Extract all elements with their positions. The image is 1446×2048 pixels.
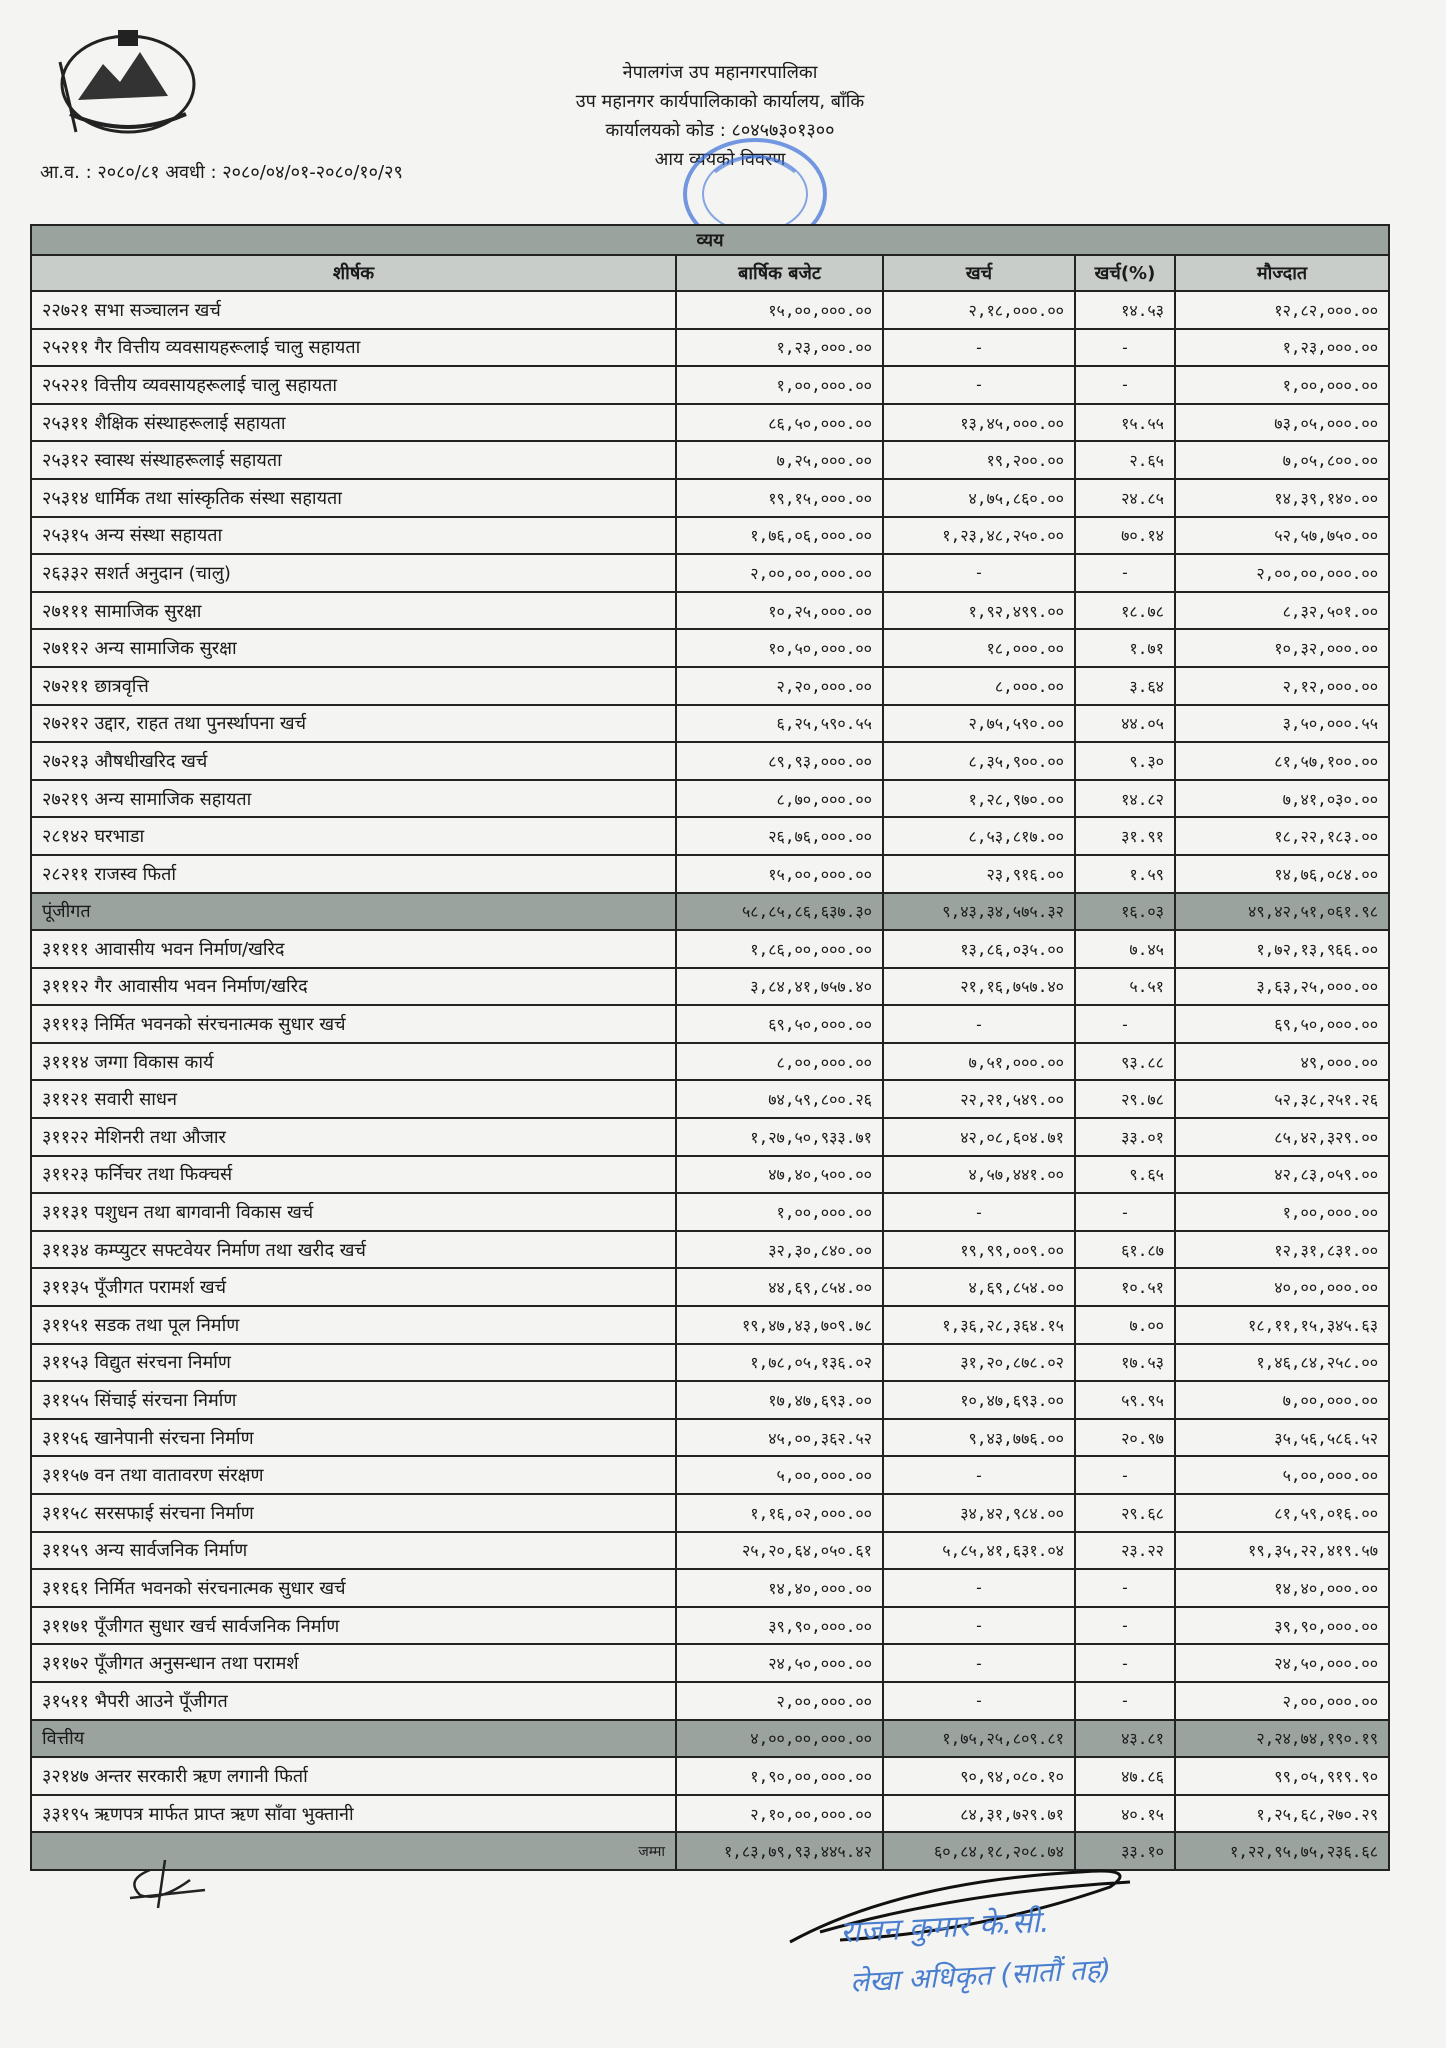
row-expense: - xyxy=(883,554,1075,592)
row-percent: १४.५३ xyxy=(1075,291,1175,329)
row-percent: - xyxy=(1075,366,1175,404)
table-row xyxy=(31,1532,1389,1570)
row-expense: १,२८,९७०.०० xyxy=(883,780,1075,818)
total-row xyxy=(31,1832,1389,1870)
row-title: ३१११४ जग्गा विकास कार्य xyxy=(31,1043,676,1081)
row-expense: १९,२००.०० xyxy=(883,441,1075,479)
row-budget: १९,४७,४३,७०९.७८ xyxy=(676,1306,883,1344)
column-header-title: शीर्षक xyxy=(31,255,676,291)
row-budget: ४४,६९,८५४.०० xyxy=(676,1268,883,1306)
row-expense: १३,४५,०००.०० xyxy=(883,404,1075,442)
table-row xyxy=(31,667,1389,705)
row-balance: ४९,०००.०० xyxy=(1175,1043,1389,1081)
row-title: ३११३४ कम्प्युटर सफ्टवेयर निर्माण तथा खरीद खर्च xyxy=(31,1231,676,1269)
row-budget: १,८३,७९,९३,४४५.४२ xyxy=(676,1832,883,1870)
row-percent: - xyxy=(1075,1456,1175,1494)
row-expense: १३,८६,०३५.०० xyxy=(883,930,1075,968)
row-budget: ४,००,००,०००.०० xyxy=(676,1720,883,1758)
row-title: ३११५३ विद्युत संरचना निर्माण xyxy=(31,1344,676,1382)
fiscal-period: आ.व. : २०८०/८१ अवधी : २०८०/०४/०१-२०८०/१०/२९ xyxy=(40,162,403,183)
row-title: ३११५७ वन तथा वातावरण संरक्षण xyxy=(31,1456,676,1494)
group-row xyxy=(31,893,1389,931)
office-subtitle: उप महानगर कार्यपालिकाको कार्यालय, बाँकि xyxy=(575,91,865,112)
row-expense: १९,९९,००९.०० xyxy=(883,1231,1075,1269)
row-percent: ७०.१४ xyxy=(1075,517,1175,555)
row-expense: ९,४३,३४,५७५.३२ xyxy=(883,893,1075,931)
row-budget: १७,४७,६९३.०० xyxy=(676,1381,883,1419)
expenditure-table xyxy=(30,224,1390,1871)
row-balance: १२,८२,०००.०० xyxy=(1175,291,1389,329)
row-expense: ६०,८४,१८,२०८.७४ xyxy=(883,1832,1075,1870)
row-budget: ७४,५९,८००.२६ xyxy=(676,1080,883,1118)
table-row xyxy=(31,1419,1389,1457)
table-row xyxy=(31,592,1389,630)
row-budget: ७,२५,०००.०० xyxy=(676,441,883,479)
row-balance: १८,२२,१८३.०० xyxy=(1175,817,1389,855)
row-percent: ४७.८६ xyxy=(1075,1757,1175,1795)
row-budget: ५८,८५,८६,६३७.३० xyxy=(676,893,883,931)
row-title: २५३१५ अन्य संस्था सहायता xyxy=(31,517,676,555)
row-title: ३३१९५ ऋणपत्र मार्फत प्राप्त ऋण साँवा भुक्तानी xyxy=(31,1795,676,1833)
row-balance: १,००,०००.०० xyxy=(1175,366,1389,404)
row-balance: १,७२,१३,९६६.०० xyxy=(1175,930,1389,968)
table-row xyxy=(31,1118,1389,1156)
row-expense: २,१८,०००.०० xyxy=(883,291,1075,329)
row-balance: १०,३२,०००.०० xyxy=(1175,629,1389,667)
row-percent: १४.८२ xyxy=(1075,780,1175,818)
row-title: २८१४२ घरभाडा xyxy=(31,817,676,855)
row-title: २२७२१ सभा सञ्चालन खर्च xyxy=(31,291,676,329)
table-row xyxy=(31,1193,1389,1231)
row-expense: ४२,०८,६०४.७१ xyxy=(883,1118,1075,1156)
table-row xyxy=(31,1080,1389,1118)
row-balance: २४,५०,०००.०० xyxy=(1175,1644,1389,1682)
row-balance: ३९,९०,०००.०० xyxy=(1175,1607,1389,1645)
office-code: कार्यालयको कोड : ८०४५७३०१३०० xyxy=(605,120,835,141)
nepal-emblem-logo xyxy=(48,22,208,142)
row-expense: ८,०००.०० xyxy=(883,667,1075,705)
table-row xyxy=(31,554,1389,592)
row-title: वित्तीय xyxy=(31,1720,676,1758)
row-expense: ५,८५,४१,६३१.०४ xyxy=(883,1532,1075,1570)
row-percent: २४.८५ xyxy=(1075,479,1175,517)
column-header-expense: खर्च xyxy=(883,255,1075,291)
row-balance: १४,४०,०००.०० xyxy=(1175,1569,1389,1607)
row-balance: ७३,०५,०००.०० xyxy=(1175,404,1389,442)
row-budget: १५,००,०००.०० xyxy=(676,855,883,893)
row-balance: ७,४१,०३०.०० xyxy=(1175,780,1389,818)
row-expense: १०,४७,६९३.०० xyxy=(883,1381,1075,1419)
row-budget: १,७८,०५,१३६.०२ xyxy=(676,1344,883,1382)
row-expense: ९,४३,७७६.०० xyxy=(883,1419,1075,1457)
row-balance: १८,११,१५,३४५.६३ xyxy=(1175,1306,1389,1344)
table-row xyxy=(31,1231,1389,1269)
row-percent: ३.६४ xyxy=(1075,667,1175,705)
row-percent: ३१.९१ xyxy=(1075,817,1175,855)
table-row xyxy=(31,517,1389,555)
office-name: नेपालगंज उप महानगरपालिका xyxy=(622,62,818,83)
row-expense: १,३६,२८,३६४.१५ xyxy=(883,1306,1075,1344)
table-row xyxy=(31,705,1389,743)
row-expense: - xyxy=(883,366,1075,404)
row-balance: ७,००,०००.०० xyxy=(1175,1381,1389,1419)
table-row xyxy=(31,1268,1389,1306)
row-percent: - xyxy=(1075,554,1175,592)
row-balance: १,२२,९५,७५,२३६.६८ xyxy=(1175,1832,1389,1870)
row-title: ३११३१ पशुधन तथा बागवानी विकास खर्च xyxy=(31,1193,676,1231)
row-balance: १४,७६,०८४.०० xyxy=(1175,855,1389,893)
row-percent: २९.६८ xyxy=(1075,1494,1175,1532)
row-expense: ९०,९४,०८०.१० xyxy=(883,1757,1075,1795)
table-row xyxy=(31,817,1389,855)
row-percent: ७.४५ xyxy=(1075,930,1175,968)
row-percent: ३३.१० xyxy=(1075,1832,1175,1870)
column-header-balance: मौज्दात xyxy=(1175,255,1389,291)
row-percent: - xyxy=(1075,1682,1175,1720)
row-budget: १४,४०,०००.०० xyxy=(676,1569,883,1607)
row-balance: १९,३५,२२,४१९.५७ xyxy=(1175,1532,1389,1570)
row-title: जम्मा xyxy=(31,1832,676,1870)
row-percent: ९.३० xyxy=(1075,742,1175,780)
row-expense: १,७५,२५,८०९.८१ xyxy=(883,1720,1075,1758)
row-percent: १८.७८ xyxy=(1075,592,1175,630)
row-budget: ४५,००,३६२.५२ xyxy=(676,1419,883,1457)
row-expense: ३४,४२,९८४.०० xyxy=(883,1494,1075,1532)
row-budget: २,००,००,०००.०० xyxy=(676,554,883,592)
row-budget: १९,१५,०००.०० xyxy=(676,479,883,517)
row-percent: २९.७८ xyxy=(1075,1080,1175,1118)
row-budget: १,९०,००,०००.०० xyxy=(676,1757,883,1795)
column-header-percent: खर्च(%) xyxy=(1075,255,1175,291)
table-row xyxy=(31,1795,1389,1833)
row-balance: १,००,०००.०० xyxy=(1175,1193,1389,1231)
row-budget: ४७,४०,५००.०० xyxy=(676,1156,883,1194)
row-title: ३११५९ अन्य सार्वजनिक निर्माण xyxy=(31,1532,676,1570)
row-budget: २४,५०,०००.०० xyxy=(676,1644,883,1682)
row-title: पूंजीगत xyxy=(31,893,676,931)
row-balance: ८१,५७,१००.०० xyxy=(1175,742,1389,780)
table-row xyxy=(31,742,1389,780)
row-expense: - xyxy=(883,1644,1075,1682)
row-expense: ३१,२०,८७८.०२ xyxy=(883,1344,1075,1382)
row-expense: ४,६९,८५४.०० xyxy=(883,1268,1075,1306)
row-balance: ३,६३,२५,०००.०० xyxy=(1175,968,1389,1006)
row-expense: - xyxy=(883,1569,1075,1607)
row-balance: ४९,४२,५१,०६१.९८ xyxy=(1175,893,1389,931)
row-budget: ८,००,०००.०० xyxy=(676,1043,883,1081)
table-row xyxy=(31,1344,1389,1382)
row-title: २५२२१ वित्तीय व्यवसायहरूलाई चालु सहायता xyxy=(31,366,676,404)
table-row xyxy=(31,404,1389,442)
row-percent: - xyxy=(1075,1005,1175,1043)
row-expense: १,९२,४९९.०० xyxy=(883,592,1075,630)
row-title: ३११५५ सिंचाई संरचना निर्माण xyxy=(31,1381,676,1419)
row-percent: ४३.८१ xyxy=(1075,1720,1175,1758)
row-balance: ८१,५९,०१६.०० xyxy=(1175,1494,1389,1532)
row-percent: १५.५५ xyxy=(1075,404,1175,442)
row-title: ३११५८ सरसफाई संरचना निर्माण xyxy=(31,1494,676,1532)
row-expense: - xyxy=(883,1456,1075,1494)
row-budget: १५,००,०००.०० xyxy=(676,291,883,329)
table-row xyxy=(31,291,1389,329)
row-expense: २१,१६,७५७.४० xyxy=(883,968,1075,1006)
table-caption: व्यय xyxy=(31,225,1389,255)
row-balance: २,००,००,०००.०० xyxy=(1175,554,1389,592)
row-budget: १,२७,५०,९३३.७१ xyxy=(676,1118,883,1156)
row-balance: १४,३९,१४०.०० xyxy=(1175,479,1389,517)
row-percent: ३३.०१ xyxy=(1075,1118,1175,1156)
row-budget: ६९,५०,०००.०० xyxy=(676,1005,883,1043)
row-title: ३११५१ सडक तथा पूल निर्माण xyxy=(31,1306,676,1344)
row-balance: १,४६,८४,२५८.०० xyxy=(1175,1344,1389,1382)
row-percent: २.६५ xyxy=(1075,441,1175,479)
table-row xyxy=(31,1607,1389,1645)
table-row xyxy=(31,1644,1389,1682)
row-title: २७२११ छात्रवृत्ति xyxy=(31,667,676,705)
table-row xyxy=(31,1494,1389,1532)
row-expense: - xyxy=(883,1005,1075,1043)
row-budget: ८,७०,०००.०० xyxy=(676,780,883,818)
row-expense: १,२३,४८,२५०.०० xyxy=(883,517,1075,555)
row-percent: ४४.०५ xyxy=(1075,705,1175,743)
row-expense: - xyxy=(883,329,1075,367)
row-balance: ५२,३८,२५१.२६ xyxy=(1175,1080,1389,1118)
row-budget: ८६,५०,०००.०० xyxy=(676,404,883,442)
row-expense: २,७५,५९०.०० xyxy=(883,705,1075,743)
row-budget: २,००,०००.०० xyxy=(676,1682,883,1720)
row-expense: ४,७५,८६०.०० xyxy=(883,479,1075,517)
row-budget: १,७६,०६,०००.०० xyxy=(676,517,883,555)
row-title: ३११५६ खानेपानी संरचना निर्माण xyxy=(31,1419,676,1457)
table-row xyxy=(31,855,1389,893)
row-expense: २३,९१६.०० xyxy=(883,855,1075,893)
row-expense: ७,५१,०००.०० xyxy=(883,1043,1075,1081)
row-budget: ८९,९३,०००.०० xyxy=(676,742,883,780)
row-title: ३१५११ भैपरी आउने पूँजीगत xyxy=(31,1682,676,1720)
row-title: ३११७१ पूँजीगत सुधार खर्च सार्वजनिक निर्माण xyxy=(31,1607,676,1645)
table-row xyxy=(31,1156,1389,1194)
row-title: ३११७२ पूँजीगत अनुसन्धान तथा परामर्श xyxy=(31,1644,676,1682)
row-percent: - xyxy=(1075,1607,1175,1645)
row-balance: ७,०५,८००.०० xyxy=(1175,441,1389,479)
row-balance: ८५,४२,३२९.०० xyxy=(1175,1118,1389,1156)
row-budget: २६,७६,०००.०० xyxy=(676,817,883,855)
row-title: २५३१४ धार्मिक तथा सांस्कृतिक संस्था सहायता xyxy=(31,479,676,517)
row-title: २७१११ सामाजिक सुरक्षा xyxy=(31,592,676,630)
row-title: २७२१२ उद्दार, राहत तथा पुनर्स्थापना खर्च xyxy=(31,705,676,743)
row-title: ३११११ आवासीय भवन निर्माण/खरिद xyxy=(31,930,676,968)
signatory-title: लेखा अधिकृत (सातौं तह) xyxy=(849,1952,1112,1999)
row-balance: २,२४,७४,१९०.१९ xyxy=(1175,1720,1389,1758)
row-title: ३११२१ सवारी साधन xyxy=(31,1080,676,1118)
row-expense: ८,५३,८१७.०० xyxy=(883,817,1075,855)
row-title: ३११२३ फर्निचर तथा फिक्चर्स xyxy=(31,1156,676,1194)
row-budget: २५,२०,६४,०५०.६१ xyxy=(676,1532,883,1570)
row-budget: २,१०,००,०००.०० xyxy=(676,1795,883,1833)
row-budget: १,१६,०२,०००.०० xyxy=(676,1494,883,1532)
row-percent: - xyxy=(1075,1644,1175,1682)
row-budget: १,२३,०००.०० xyxy=(676,329,883,367)
row-budget: १,८६,००,०००.०० xyxy=(676,930,883,968)
table-row xyxy=(31,780,1389,818)
row-balance: ५,००,०००.०० xyxy=(1175,1456,1389,1494)
row-budget: २,२०,०००.०० xyxy=(676,667,883,705)
row-percent: १.५९ xyxy=(1075,855,1175,893)
row-title: २६३३२ सशर्त अनुदान (चालु) xyxy=(31,554,676,592)
table-row xyxy=(31,1456,1389,1494)
row-percent: ५.५१ xyxy=(1075,968,1175,1006)
table-row xyxy=(31,479,1389,517)
table-row xyxy=(31,1005,1389,1043)
row-balance: ८,३२,५०१.०० xyxy=(1175,592,1389,630)
table-caption-row xyxy=(31,225,1389,255)
row-percent: - xyxy=(1075,1569,1175,1607)
row-balance: ९९,०५,९१९.९० xyxy=(1175,1757,1389,1795)
row-percent: - xyxy=(1075,1193,1175,1231)
row-title: ३१११३ निर्मित भवनको संरचनात्मक सुधार खर्च xyxy=(31,1005,676,1043)
row-expense: १८,०००.०० xyxy=(883,629,1075,667)
row-title: २७२१९ अन्य सामाजिक सहायता xyxy=(31,780,676,818)
row-balance: २,००,०००.०० xyxy=(1175,1682,1389,1720)
row-budget: १०,५०,०००.०० xyxy=(676,629,883,667)
row-title: ३१११२ गैर आवासीय भवन निर्माण/खरिद xyxy=(31,968,676,1006)
row-percent: ४०.१५ xyxy=(1075,1795,1175,1833)
row-title: ३२१४७ अन्तर सरकारी ऋण लगानी फिर्ता xyxy=(31,1757,676,1795)
row-title: ३११२२ मेशिनरी तथा औजार xyxy=(31,1118,676,1156)
row-percent: ९.६५ xyxy=(1075,1156,1175,1194)
row-balance: २,१२,०००.०० xyxy=(1175,667,1389,705)
table-row xyxy=(31,441,1389,479)
row-expense: - xyxy=(883,1607,1075,1645)
row-balance: १,२५,६८,२७०.२९ xyxy=(1175,1795,1389,1833)
group-row xyxy=(31,1720,1389,1758)
row-title: ३११३५ पूँजीगत परामर्श खर्च xyxy=(31,1268,676,1306)
row-budget: ५,००,०००.०० xyxy=(676,1456,883,1494)
row-title: २५३११ शैक्षिक संस्थाहरूलाई सहायता xyxy=(31,404,676,442)
row-percent: - xyxy=(1075,329,1175,367)
row-percent: १.७१ xyxy=(1075,629,1175,667)
row-budget: ६,२५,५९०.५५ xyxy=(676,705,883,743)
row-title: २५२११ गैर वित्तीय व्यवसायहरूलाई चालु सहायता xyxy=(31,329,676,367)
row-percent: ७.०० xyxy=(1075,1306,1175,1344)
table-row xyxy=(31,366,1389,404)
row-percent: १७.५३ xyxy=(1075,1344,1175,1382)
table-row xyxy=(31,930,1389,968)
row-budget: १०,२५,०००.०० xyxy=(676,592,883,630)
row-expense: ८,३५,९००.०० xyxy=(883,742,1075,780)
row-expense: - xyxy=(883,1682,1075,1720)
row-expense: ४,५७,४४१.०० xyxy=(883,1156,1075,1194)
row-percent: ६१.८७ xyxy=(1075,1231,1175,1269)
row-expense: २२,२१,५४९.०० xyxy=(883,1080,1075,1118)
row-title: २७११२ अन्य सामाजिक सुरक्षा xyxy=(31,629,676,667)
row-percent: २०.९७ xyxy=(1075,1419,1175,1457)
row-expense: - xyxy=(883,1193,1075,1231)
column-header-budget: बार्षिक बजेट xyxy=(676,255,883,291)
row-balance: १२,३१,८३१.०० xyxy=(1175,1231,1389,1269)
row-budget: १,००,०००.०० xyxy=(676,366,883,404)
table-row xyxy=(31,329,1389,367)
row-balance: ५२,५७,७५०.०० xyxy=(1175,517,1389,555)
table-row xyxy=(31,1381,1389,1419)
row-budget: ३९,९०,०००.०० xyxy=(676,1607,883,1645)
table-row xyxy=(31,1757,1389,1795)
row-balance: १,२३,०००.०० xyxy=(1175,329,1389,367)
row-percent: १६.०३ xyxy=(1075,893,1175,931)
report-title: आय व्ययको विवरण xyxy=(654,149,786,170)
row-title: २७२१३ औषधीखरिद खर्च xyxy=(31,742,676,780)
row-percent: २३.२२ xyxy=(1075,1532,1175,1570)
row-title: २५३१२ स्वास्थ संस्थाहरूलाई सहायता xyxy=(31,441,676,479)
row-percent: ९३.८८ xyxy=(1075,1043,1175,1081)
row-budget: ३,८४,४१,७५७.४० xyxy=(676,968,883,1006)
initial-signature xyxy=(120,1850,210,1910)
row-percent: १०.५१ xyxy=(1075,1268,1175,1306)
table-row xyxy=(31,968,1389,1006)
row-percent: ५९.९५ xyxy=(1075,1381,1175,1419)
signatory-name: राजन कुमार के.सी. xyxy=(839,1904,1051,1951)
row-expense: ८४,३१,७२९.७१ xyxy=(883,1795,1075,1833)
row-balance: ४०,००,०००.०० xyxy=(1175,1268,1389,1306)
row-balance: ४२,८३,०५९.०० xyxy=(1175,1156,1389,1194)
table-row xyxy=(31,1682,1389,1720)
row-budget: १,००,०००.०० xyxy=(676,1193,883,1231)
table-header-row xyxy=(31,255,1389,291)
row-balance: ३५,५६,५८६.५२ xyxy=(1175,1419,1389,1457)
row-balance: ३,५०,०००.५५ xyxy=(1175,705,1389,743)
row-budget: ३२,३०,८४०.०० xyxy=(676,1231,883,1269)
row-title: २८२११ राजस्व फिर्ता xyxy=(31,855,676,893)
row-title: ३११६१ निर्मित भवनको संरचनात्मक सुधार खर्च xyxy=(31,1569,676,1607)
table-row xyxy=(31,1043,1389,1081)
row-balance: ६९,५०,०००.०० xyxy=(1175,1005,1389,1043)
table-row xyxy=(31,1306,1389,1344)
table-row xyxy=(31,629,1389,667)
table-row xyxy=(31,1569,1389,1607)
